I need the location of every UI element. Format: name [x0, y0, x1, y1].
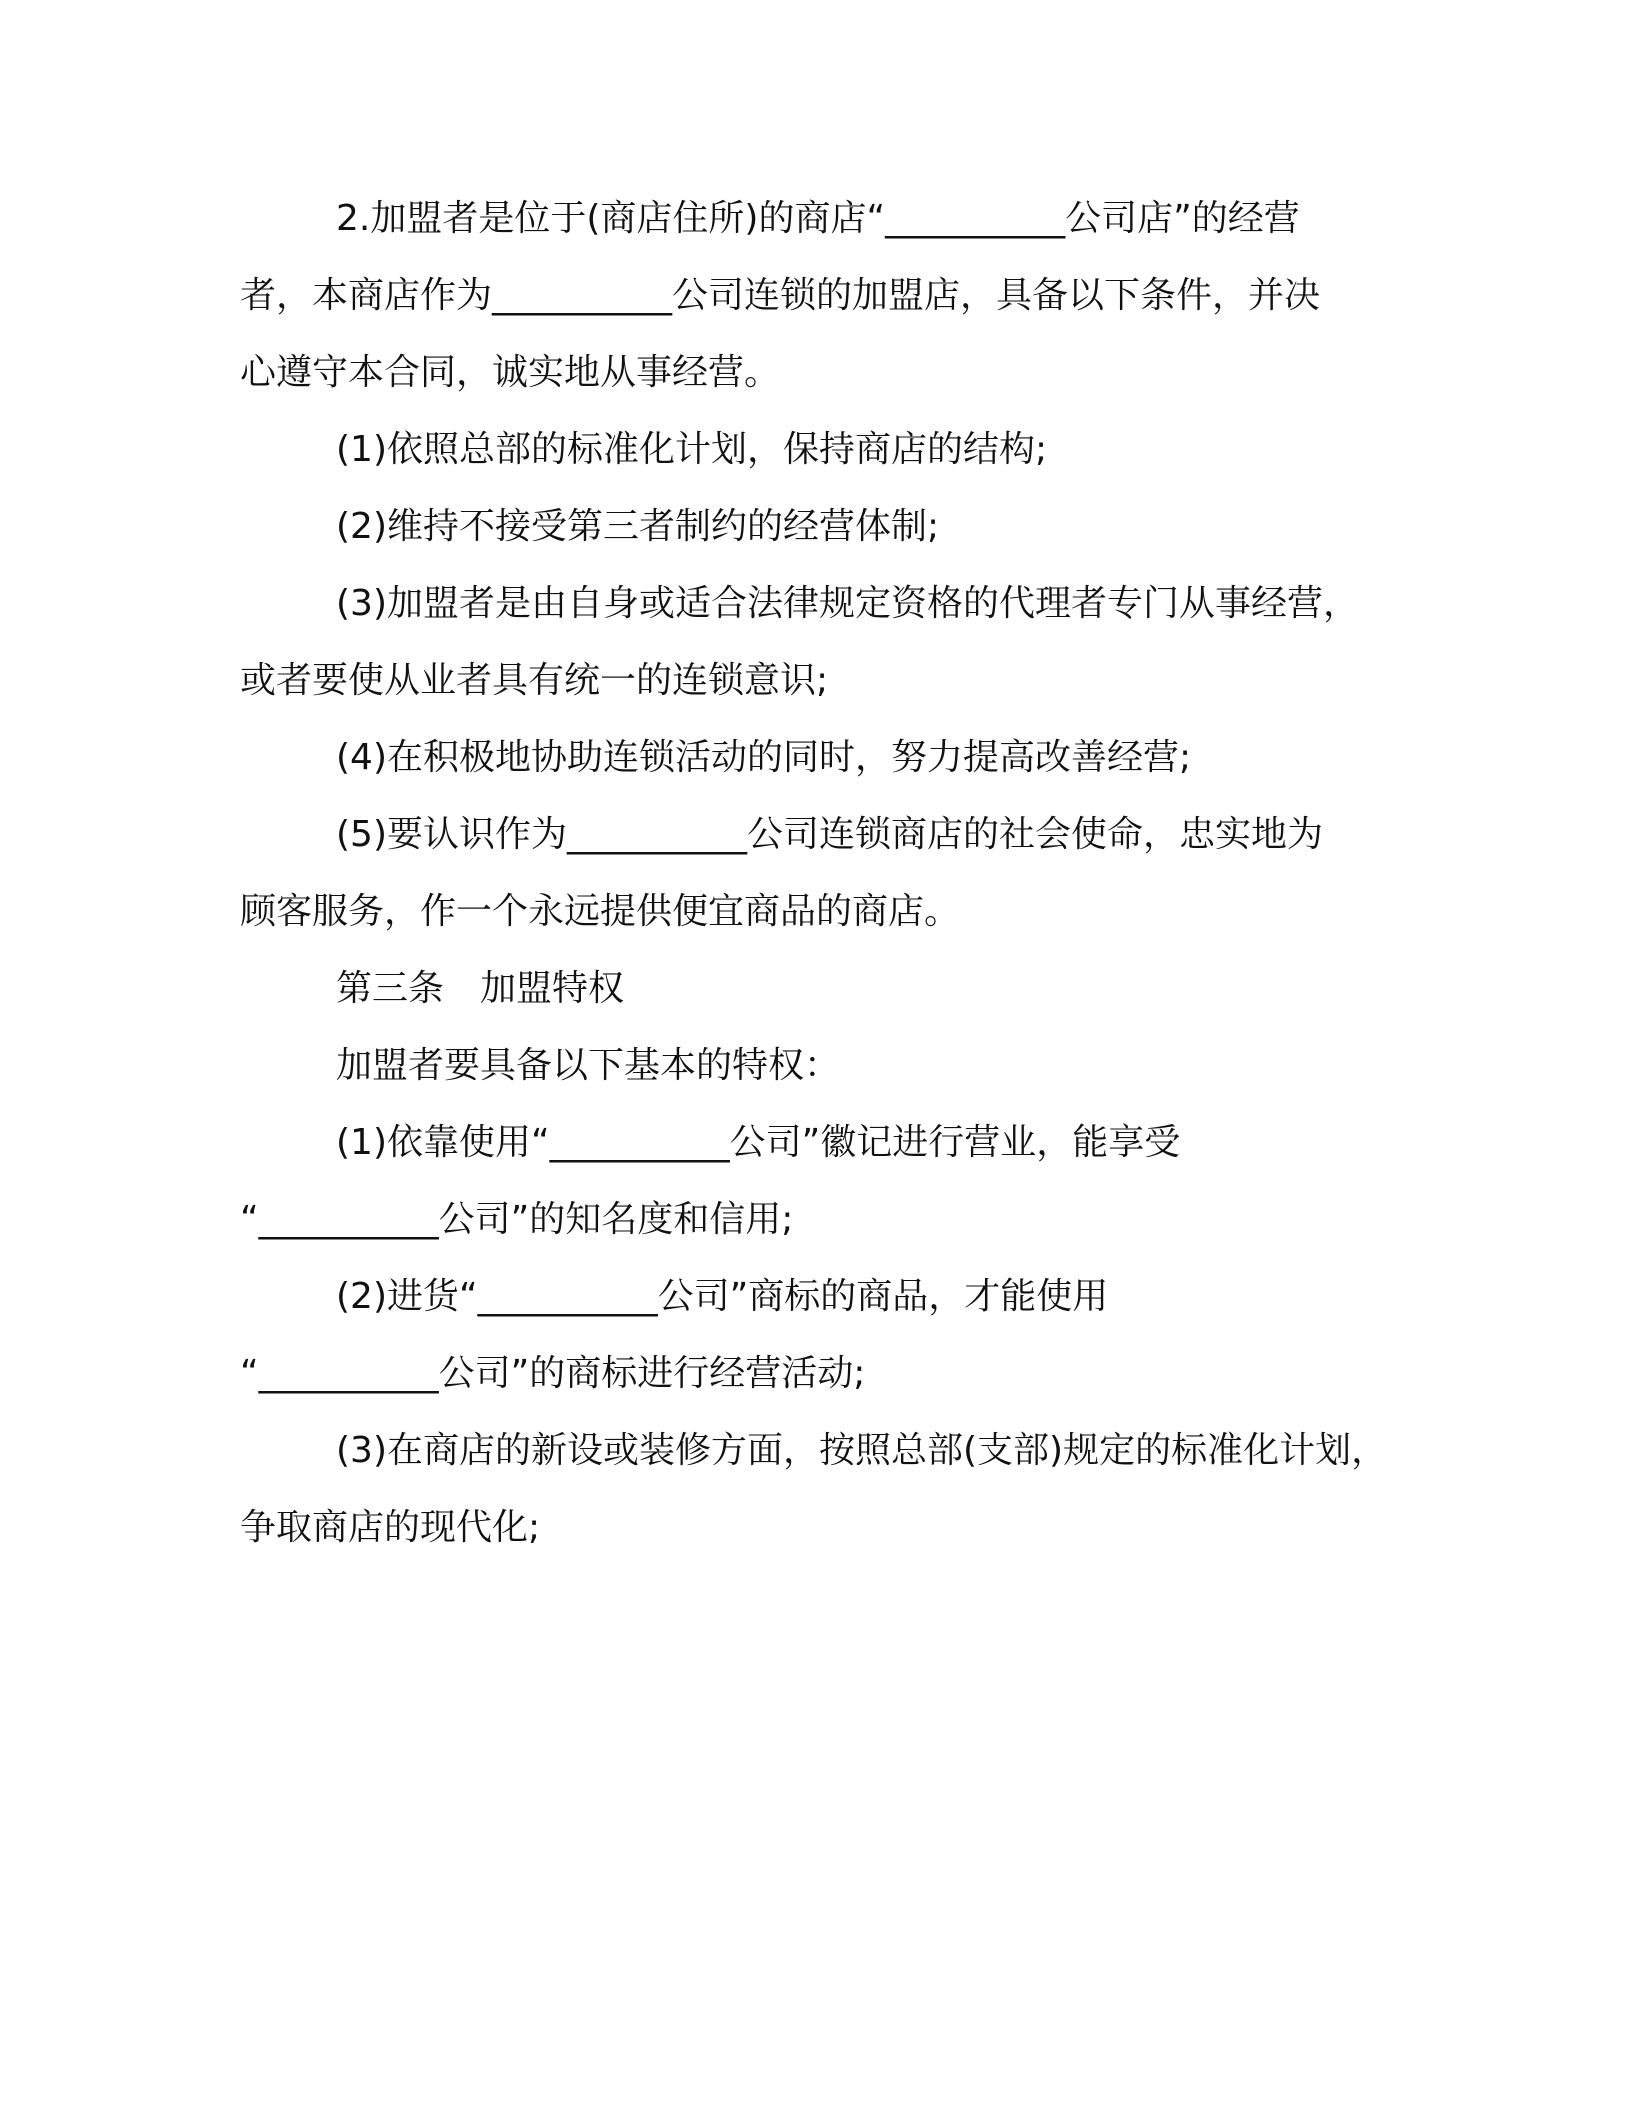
text-line: 加盟者要具备以下基本的特权：	[336, 1045, 841, 1086]
text-line: (2)维持不接受第三者制约的经营体制;	[336, 506, 940, 547]
paragraph-continuation	[240, 1489, 1410, 1566]
text-line: 心遵守本合同，诚实地从事经营。	[240, 352, 781, 393]
text-line: (4)在积极地协助连锁活动的同时，努力提高改善经营;	[336, 737, 1192, 778]
paragraph-privileges-intro	[240, 1027, 1410, 1104]
text-line: (2)进货“__________公司”商标的商品，才能使用	[336, 1276, 1109, 1317]
text-line: 2.加盟者是位于(商店住所)的商店“__________公司店”的经营	[336, 198, 1300, 239]
text-line: (1)依靠使用“__________公司”徽记进行营业，能享受	[336, 1122, 1181, 1163]
text-line: 或者要使从业者具有统一的连锁意识;	[240, 660, 829, 701]
text-line: 争取商店的现代化;	[240, 1507, 541, 1548]
text-line: (5)要认识作为__________公司连锁商店的社会使命，忠实地为	[336, 814, 1323, 855]
paragraph-privilege-2	[240, 1258, 1410, 1335]
paragraph-continuation	[240, 1335, 1410, 1412]
paragraph-item-2	[240, 488, 1410, 565]
paragraph-item-1	[240, 411, 1410, 488]
paragraph-item-3	[240, 565, 1410, 642]
text-line: (1)依照总部的标准化计划，保持商店的结构;	[336, 429, 1048, 470]
paragraph-continuation	[240, 873, 1410, 950]
text-line: (3)在商店的新设或装修方面，按照总部(支部)规定的标准化计划，	[336, 1430, 1388, 1471]
paragraph-continuation	[240, 1181, 1410, 1258]
paragraph-privilege-1	[240, 1104, 1410, 1181]
paragraph-item-4	[240, 719, 1410, 796]
paragraph-privilege-3	[240, 1412, 1410, 1489]
text-line: 顾客服务，作一个永远提供便宜商品的商店。	[240, 891, 961, 932]
text-line: “__________公司”的知名度和信用;	[240, 1199, 794, 1240]
text-line: 第三条 加盟特权	[336, 968, 625, 1009]
paragraph-continuation	[240, 257, 1410, 411]
section-heading-article-3	[240, 950, 1410, 1027]
text-line: (3)加盟者是由自身或适合法律规定资格的代理者专门从事经营，	[336, 583, 1359, 624]
document-body	[240, 180, 1410, 1566]
paragraph-franchisee-intro	[240, 180, 1410, 257]
paragraph-continuation	[240, 642, 1410, 719]
text-line: “__________公司”的商标进行经营活动;	[240, 1353, 866, 1394]
paragraph-item-5	[240, 796, 1410, 873]
text-line: 者，本商店作为__________公司连锁的加盟店，具备以下条件，并决	[240, 275, 1321, 316]
